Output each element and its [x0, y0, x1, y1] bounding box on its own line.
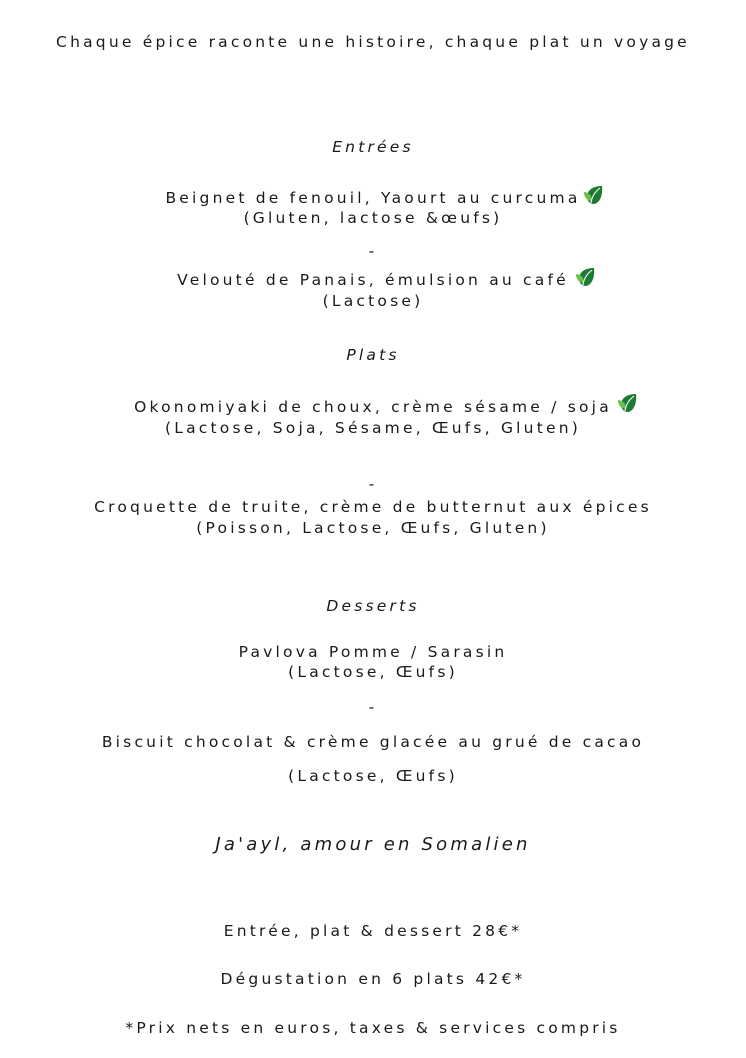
signature-line: Ja'ayl, amour en Somalien	[215, 834, 531, 855]
separator: -	[368, 242, 378, 260]
dish-allergens: (Lactose, Soja, Sésame, Œufs, Gluten)	[165, 419, 581, 437]
leaf-icon	[573, 265, 597, 289]
dish-name: Croquette de truite, crème de butternut aux épices	[94, 498, 652, 516]
dish-allergens: (Lactose, Œufs)	[288, 767, 458, 785]
dish-name: Okonomiyaki de choux, crème sésame / soja	[134, 398, 612, 416]
price-note: *Prix nets en euros, taxes & services compris	[125, 1019, 621, 1037]
dish-allergens: (Gluten, lactose &œufs)	[243, 209, 503, 227]
leaf-icon	[581, 183, 605, 207]
dish-name: Beignet de fenouil, Yaourt au curcuma	[165, 189, 581, 207]
dish-name: Pavlova Pomme / Sarasin	[238, 643, 508, 661]
price-menu: Entrée, plat & dessert 28€*	[223, 922, 523, 940]
section-title-desserts: Desserts	[326, 597, 420, 615]
dish-allergens: (Lactose, Œufs)	[288, 663, 458, 681]
leaf-icon	[615, 391, 639, 415]
dish-name: Velouté de Panais, émulsion au café	[177, 271, 569, 289]
dish-allergens: (Lactose)	[322, 292, 424, 310]
separator: -	[368, 698, 378, 716]
tagline: Chaque épice raconte une histoire, chaque plat un voyage	[56, 33, 690, 51]
price-tasting: Dégustation en 6 plats 42€*	[220, 970, 526, 988]
dish-allergens: (Poisson, Lactose, Œufs, Gluten)	[196, 519, 550, 537]
separator: -	[368, 475, 378, 493]
section-title-plats: Plats	[346, 346, 400, 364]
section-title-entrees: Entrées	[332, 138, 414, 156]
dish-name: Biscuit chocolat & crème glacée au grué de cacao	[101, 733, 645, 751]
